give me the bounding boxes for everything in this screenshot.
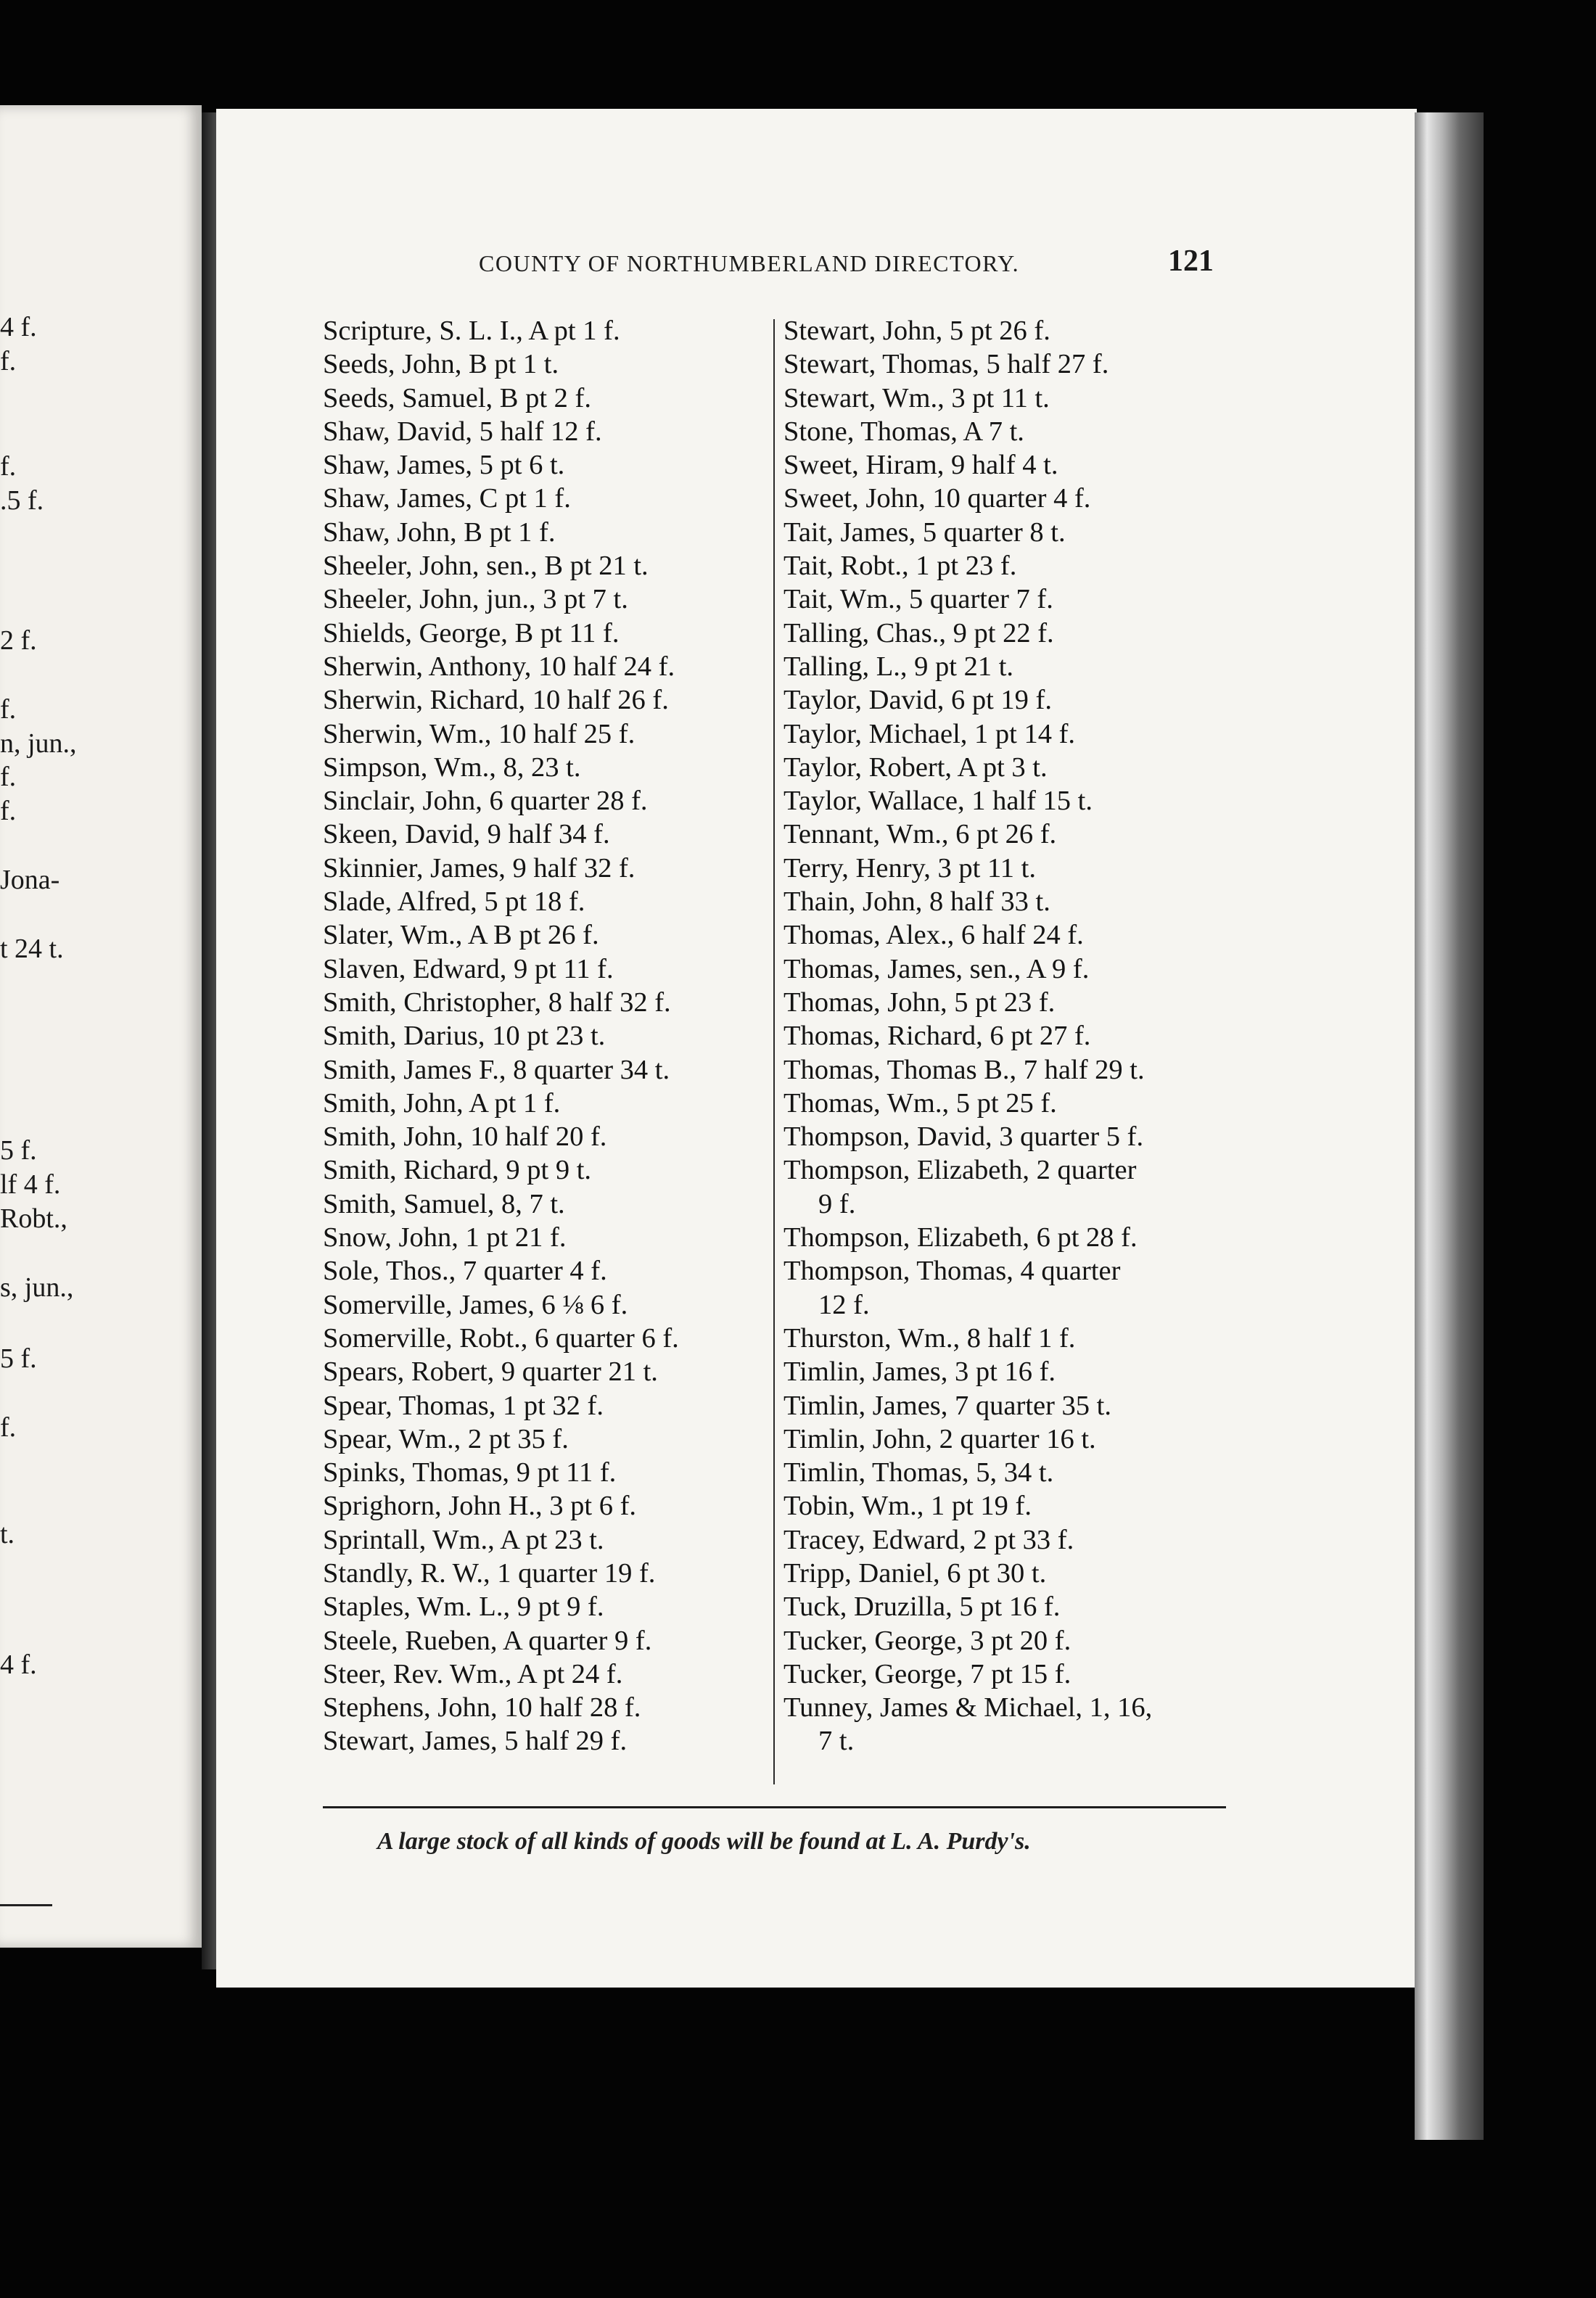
directory-entry: Sweet, Hiram, 9 half 4 t. [783, 450, 1058, 481]
directory-entry: Tucker, George, 3 pt 20 f. [783, 1625, 1071, 1656]
directory-entry: Terry, Henry, 3 pt 11 t. [783, 852, 1036, 884]
directory-entry: Scripture, S. L. I., A pt 1 f. [323, 316, 620, 346]
directory-entry: Thomas, Alex., 6 half 24 f. [783, 920, 1084, 951]
footer-advertisement: A large stock of all kinds of goods will be found at L. A. Purdy's. [377, 1828, 1031, 1855]
directory-entry: Spear, Wm., 2 pt 35 f. [323, 1423, 569, 1454]
directory-entry: Seeds, Samuel, B pt 2 f. [323, 382, 591, 413]
directory-entry: Stewart, Thomas, 5 half 27 f. [783, 349, 1109, 380]
left-page-fragment: f. [0, 796, 17, 826]
directory-entry-continuation: 12 f. [818, 1289, 870, 1320]
directory-entry: Thomas, John, 5 pt 23 f. [783, 987, 1056, 1018]
directory-entry: Thompson, Elizabeth, 6 pt 28 f. [783, 1222, 1138, 1253]
directory-entry: Timlin, Thomas, 5, 34 t. [783, 1457, 1054, 1488]
directory-entry: Thomas, Thomas B., 7 half 29 t. [783, 1054, 1145, 1085]
directory-entry: Tuck, Druzilla, 5 pt 16 f. [783, 1591, 1061, 1623]
directory-entry: Tunney, James & Michael, 1, 16, [783, 1692, 1153, 1724]
directory-entry: Somerville, James, 6 ⅛ 6 f. [323, 1289, 628, 1320]
directory-entry: Smith, Christopher, 8 half 32 f. [323, 987, 671, 1018]
directory-entry: Shaw, David, 5 half 12 f. [323, 416, 602, 447]
directory-entry: Smith, Samuel, 8, 7 t. [323, 1188, 565, 1219]
directory-entry: Smith, John, 10 half 20 f. [323, 1121, 607, 1153]
directory-entry: Timlin, John, 2 quarter 16 t. [783, 1423, 1096, 1454]
left-page-fragment: f. [0, 451, 17, 482]
directory-entry: Steele, Rueben, A quarter 9 f. [323, 1625, 652, 1656]
directory-entry: Thompson, Thomas, 4 quarter [783, 1256, 1121, 1287]
directory-entry: Tobin, Wm., 1 pt 19 f. [783, 1491, 1032, 1522]
directory-entry: Snow, John, 1 pt 21 f. [323, 1222, 567, 1253]
directory-entry: Slade, Alfred, 5 pt 18 f. [323, 886, 585, 918]
directory-entry: Slaven, Edward, 9 pt 11 f. [323, 953, 614, 984]
directory-entry: Thomas, Wm., 5 pt 25 f. [783, 1087, 1057, 1119]
directory-entry: Sprintall, Wm., A pt 23 t. [323, 1524, 604, 1555]
directory-entry: Tait, Robt., 1 pt 23 f. [783, 551, 1017, 582]
directory-entry: Thain, John, 8 half 33 t. [783, 886, 1050, 918]
column-divider [773, 319, 775, 1784]
book-page-edges [1415, 112, 1484, 2140]
directory-entry: Talling, L., 9 pt 21 t. [783, 651, 1014, 682]
directory-entry: Thompson, Elizabeth, 2 quarter [783, 1155, 1137, 1186]
directory-entry: Thomas, Richard, 6 pt 27 f. [783, 1021, 1091, 1052]
left-page-fragment: f. [0, 1412, 17, 1443]
directory-entry-continuation: 7 t. [818, 1726, 855, 1757]
directory-entry: Stephens, John, 10 half 28 f. [323, 1692, 641, 1724]
page-number: 121 [1168, 244, 1214, 278]
directory-entry: Spear, Thomas, 1 pt 32 f. [323, 1390, 604, 1421]
directory-column-right [783, 314, 1233, 1758]
left-page-fragment: .5 f. [0, 485, 44, 516]
directory-entry: Sherwin, Anthony, 10 half 24 f. [323, 651, 675, 682]
directory-entry: Stewart, James, 5 half 29 f. [323, 1726, 628, 1757]
directory-entry: Talling, Chas., 9 pt 22 f. [783, 617, 1054, 648]
directory-entry: Smith, John, A pt 1 f. [323, 1087, 561, 1119]
directory-entry: Sinclair, John, 6 quarter 28 f. [323, 786, 648, 817]
directory-entry: Slater, Wm., A B pt 26 f. [323, 920, 599, 951]
directory-entry: Skeen, David, 9 half 34 f. [323, 819, 610, 850]
left-page-fragment: 4 f. [0, 312, 37, 342]
directory-entry: Standly, R. W., 1 quarter 19 f. [323, 1557, 656, 1589]
directory-entry: Timlin, James, 3 pt 16 f. [783, 1356, 1056, 1388]
directory-entry: Stewart, John, 5 pt 26 f. [783, 316, 1050, 346]
directory-entry: Shaw, John, B pt 1 f. [323, 516, 556, 548]
left-page-fragment: 5 f. [0, 1343, 37, 1374]
directory-entry: Sheeler, John, sen., B pt 21 t. [323, 551, 649, 582]
directory-entry: Spinks, Thomas, 9 pt 11 f. [323, 1457, 617, 1488]
directory-entry: Tait, James, 5 quarter 8 t. [783, 516, 1066, 548]
directory-entry: Tait, Wm., 5 quarter 7 f. [783, 584, 1053, 615]
left-page-fragment: 4 f. [0, 1650, 37, 1680]
directory-entry: Staples, Wm. L., 9 pt 9 f. [323, 1591, 604, 1623]
directory-entry: Smith, Richard, 9 pt 9 t. [323, 1155, 592, 1186]
directory-entry: Spears, Robert, 9 quarter 21 t. [323, 1356, 658, 1388]
directory-entry: Thompson, David, 3 quarter 5 f. [783, 1121, 1144, 1153]
directory-entry: Tripp, Daniel, 6 pt 30 t. [783, 1557, 1047, 1589]
left-page-fragment: Robt., [0, 1203, 67, 1234]
left-page-fragment: 2 f. [0, 625, 37, 656]
directory-entry: Taylor, Michael, 1 pt 14 f. [783, 718, 1076, 749]
facing-page-left [0, 105, 202, 1948]
directory-entry: Taylor, David, 6 pt 19 f. [783, 685, 1052, 716]
directory-entry: Sole, Thos., 7 quarter 4 f. [323, 1256, 607, 1287]
directory-column-left [323, 314, 773, 1758]
left-page-fragment: t. [0, 1519, 15, 1549]
left-page-fragment: 5 f. [0, 1135, 37, 1166]
directory-entry: Simpson, Wm., 8, 23 t. [323, 751, 581, 783]
directory-entry: Sweet, John, 10 quarter 4 f. [783, 483, 1091, 514]
left-page-fragment: Jona- [0, 865, 60, 895]
left-page-fragment: lf 4 f. [0, 1169, 61, 1200]
directory-entry: Smith, James F., 8 quarter 34 t. [323, 1054, 670, 1085]
directory-entry: Tucker, George, 7 pt 15 f. [783, 1658, 1071, 1689]
book-gutter [202, 112, 216, 1969]
left-page-fragment: t 24 t. [0, 934, 64, 964]
directory-entry: Smith, Darius, 10 pt 23 t. [323, 1021, 606, 1052]
left-page-rule [0, 1904, 52, 1906]
directory-entry: Thurston, Wm., 8 half 1 f. [783, 1322, 1076, 1354]
left-page-fragment: f. [0, 346, 17, 376]
directory-entry: Tracey, Edward, 2 pt 33 f. [783, 1524, 1074, 1555]
directory-entry: Tennant, Wm., 6 pt 26 f. [783, 819, 1057, 850]
directory-entry: Sheeler, John, jun., 3 pt 7 t. [323, 584, 628, 615]
directory-entry: Sherwin, Wm., 10 half 25 f. [323, 718, 635, 749]
directory-entry: Skinnier, James, 9 half 32 f. [323, 852, 635, 884]
left-page-fragment: f. [0, 762, 17, 792]
directory-entry: Taylor, Wallace, 1 half 15 t. [783, 786, 1093, 817]
left-page-fragment: f. [0, 694, 17, 725]
directory-entry: Taylor, Robert, A pt 3 t. [783, 751, 1048, 783]
footer-rule [323, 1806, 1226, 1808]
directory-entry: Sherwin, Richard, 10 half 26 f. [323, 685, 669, 716]
directory-entry: Shaw, James, 5 pt 6 t. [323, 450, 565, 481]
directory-entry: Somerville, Robt., 6 quarter 6 f. [323, 1322, 679, 1354]
running-head: COUNTY OF NORTHUMBERLAND DIRECTORY. [479, 250, 1020, 276]
directory-entry: Stone, Thomas, A 7 t. [783, 416, 1024, 447]
directory-entry: Shields, George, B pt 11 f. [323, 617, 620, 648]
directory-entry: Stewart, Wm., 3 pt 11 t. [783, 382, 1050, 413]
directory-entry-continuation: 9 f. [818, 1188, 856, 1219]
directory-entry: Sprighorn, John H., 3 pt 6 f. [323, 1491, 637, 1522]
left-page-fragment: n, jun., [0, 728, 77, 759]
left-page-fragment: s, jun., [0, 1272, 74, 1303]
directory-entry: Shaw, James, C pt 1 f. [323, 483, 571, 514]
directory-entry: Timlin, James, 7 quarter 35 t. [783, 1390, 1111, 1421]
directory-entry: Steer, Rev. Wm., A pt 24 f. [323, 1658, 623, 1689]
directory-entry: Seeds, John, B pt 1 t. [323, 349, 559, 380]
directory-entry: Thomas, James, sen., A 9 f. [783, 953, 1090, 984]
